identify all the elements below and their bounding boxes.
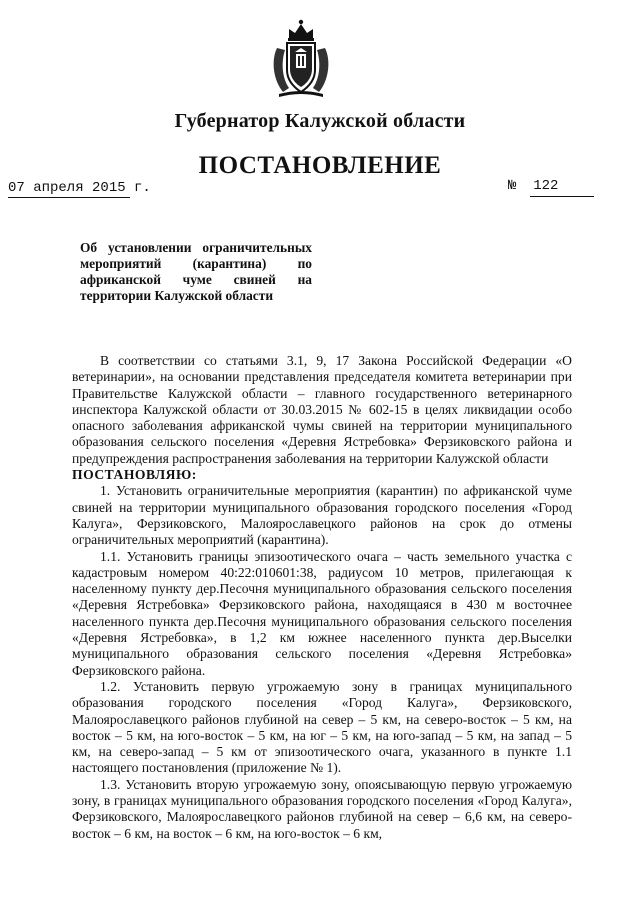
clause-1-3: 1.3. Установить вторую угрожаемую зону, опоясывающую первую угрожаемую зону, в границах муниципального образования городского поселения «Город Калуга», Ферзиковского, Малоярославецкого районов глубиной на север – 6,6 км, на северо-восток – 6 км, на восток – 6 км, на юго-восток – 6 км,: [72, 776, 572, 841]
date-underline: [8, 197, 130, 198]
preamble-paragraph: В соответствии со статьями 3.1, 9, 17 Закона Российской Федерации «О ветеринарии», на основании представления председателя комитета ветеринарии при Правительстве Калужской области – главного государственного ветеринарного инспектора Калужской области от 30.03.2015 № 602-15 в целях ликвидации особо опасного заболевания африканской чумы свиней на территории муниципального образования сельского поселения «Деревня Ястребовка» Ферзиковского района и предупреждения распространения заболевания на территории Калужской области: [72, 353, 572, 466]
number-label: №: [508, 178, 517, 194]
decree-word: ПОСТАНОВЛЯЮ:: [72, 467, 197, 483]
clause-1: 1. Установить ограничительные мероприятия (карантин) по африканской чуме свиней на территории муниципального образования городского поселения «Город Калуга», Ферзиковского, Малоярославецкого районов на срок до отмены ограничительных мероприятий (карантина).: [72, 483, 572, 548]
number-underline: [530, 196, 594, 197]
issuing-authority: Губернатор Калужской области: [174, 110, 466, 132]
number-value: 122: [533, 178, 559, 194]
coat-of-arms-emblem: [269, 18, 333, 98]
clause-1-2: 1.2. Установить первую угрожаемую зону в границах муниципального образования городского поселения «Город Калуга», Ферзиковского, Малоярославецкого районов глубиной на север – 5 км, на северо-восток – 5 км, на восток – 5 км, на юго-восток – 5 км, на юг – 5 км, на юго-запад – 5 км, на запад – 5 км, на северо-запад – 5 км от эпизоотического очага, указанного в пункте 1.1 настоящего постановления (приложение № 1).: [72, 678, 572, 776]
clause-1-1: 1.1. Установить границы эпизоотического очага – часть земельного участка с кадастровым номером 40:22:010601:38, радиусом 10 метров, прилегающая к населенному пункту дер.Песочня муниципального образования сельского поселения «Деревня Ястребовка» Ферзиковского района, находящаяся в 430 м восточнее населенного пункта дер.Песочня муниципального образования сельского поселения «Деревня Ястребовка», в 1,2 км южнее населенного пункта дер.Выселки муниципального образования сельского поселения «Деревня Ястребовка» Ферзиковского района.: [72, 548, 572, 678]
document-type-title: ПОСТАНОВЛЕНИЕ: [198, 152, 442, 179]
document-number: [508, 178, 558, 194]
document-body: [72, 353, 572, 842]
document-subject: Об установлении ограничительных мероприятий (карантина) по африканской чуме свиней на территории Калужской области: [80, 240, 312, 303]
document-date: 07 апреля 2015 г.: [8, 180, 151, 196]
